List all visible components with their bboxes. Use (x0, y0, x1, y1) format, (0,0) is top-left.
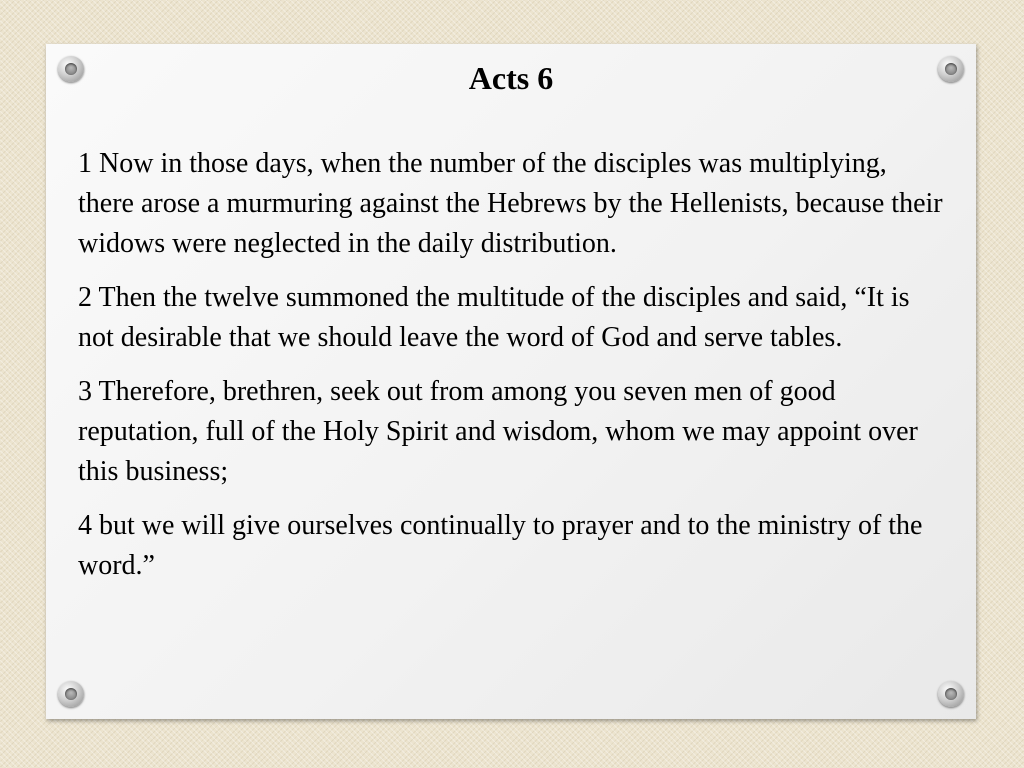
slide-title: Acts 6 (468, 60, 554, 96)
verse-1: 1 Now in those days, when the number of the disciples was multiplying, there arose a murmuring against the Hebrews by the Hellenists, because their widows were neglected in the daily distribution. (78, 148, 943, 259)
verse-list (78, 144, 948, 600)
screw-icon (58, 681, 84, 707)
slide-card (46, 44, 976, 719)
verse-2: 2 Then the twelve summoned the multitude of the disciples and said, “It is not desirable that we should leave the word of God and serve tables. (78, 282, 910, 353)
screw-icon (938, 681, 964, 707)
verse-3: 3 Therefore, brethren, seek out from among you seven men of good reputation, full of the Holy Spirit and wisdom, whom we may appoint over this business; (78, 376, 918, 487)
verse-4: 4 but we will give ourselves continually to prayer and to the ministry of the word.” (78, 510, 923, 581)
